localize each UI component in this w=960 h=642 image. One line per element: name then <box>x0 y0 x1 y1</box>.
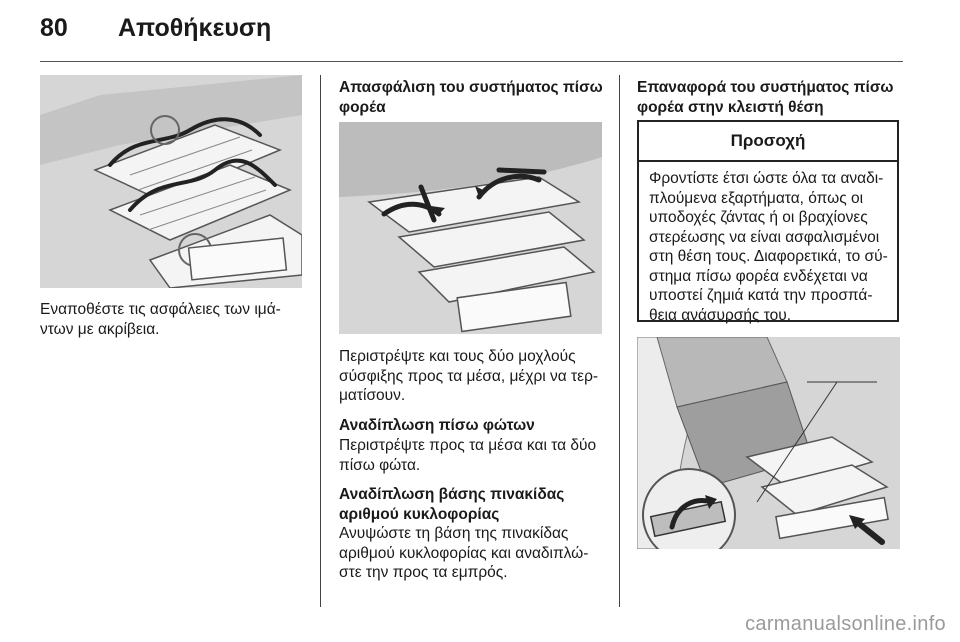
illustration-unlock-carrier <box>339 122 602 334</box>
section-heading-retract-carrier: Επαναφορά του συστήματος πίσω φορέα στην κλειστή θέση <box>637 79 894 116</box>
section-heading-unlock-carrier: Απασφάλιση του συστήματος πίσω φορέα <box>339 79 603 116</box>
unlock-carrier-drawing <box>339 122 602 334</box>
caution-box <box>637 120 899 322</box>
illustration-retract-carrier <box>637 337 900 549</box>
watermark: carmanualsonline.info <box>745 613 946 635</box>
fold-plate-holder-text: Ανυψώστε τη βάση της πινακίδας αριθμού κυκλοφορίας και αναδιπλώ- στε την προς τα εμπρός. <box>339 525 589 581</box>
illustration-strap-placement <box>40 75 302 288</box>
page-header <box>0 0 960 62</box>
section-heading-fold-plate-holder: Αναδίπλωση βάσης πινακίδας αριθμού κυκλοφορίας <box>339 486 565 523</box>
caution-title: Προσοχή <box>639 122 897 162</box>
page-heading: Αποθήκευση <box>118 14 272 42</box>
unlock-carrier-text: Περιστρέψτε και τους δύο μοχλούς σύσφιξης προς τα μέσα, μέχρι να τερ- ματίσουν. <box>339 348 599 404</box>
page-number: 80 <box>40 14 68 42</box>
caution-text: Φροντίστε έτσι ώστε όλα τα αναδι- πλούμενα εξαρτήματα, όπως οι υποδοχές ζάντας ή οι βραχίονες στερέωσης να είναι ασφαλισμένοι στη θέση τους. Διαφορετικά, το σύ- στημα πίσω φορέα ενδέχεται να υποστεί ζημιά κατά την προσπά- θεια ανάσυρσής του. <box>649 170 888 324</box>
retract-carrier-drawing <box>637 337 900 549</box>
column-divider-right <box>619 75 620 607</box>
section-heading-fold-lights: Αναδίπλωση πίσω φώτων <box>339 417 535 434</box>
strap-placement-drawing <box>40 75 302 288</box>
column-divider-left <box>320 75 321 607</box>
fold-lights-text: Περιστρέψτε προς τα μέσα και τα δύο πίσω φώτα. <box>339 437 597 474</box>
strap-placement-caption: Εναποθέστε τις ασφάλειες των ιμά- ντων με ακρίβεια. <box>40 301 281 338</box>
header-rule <box>40 61 903 62</box>
